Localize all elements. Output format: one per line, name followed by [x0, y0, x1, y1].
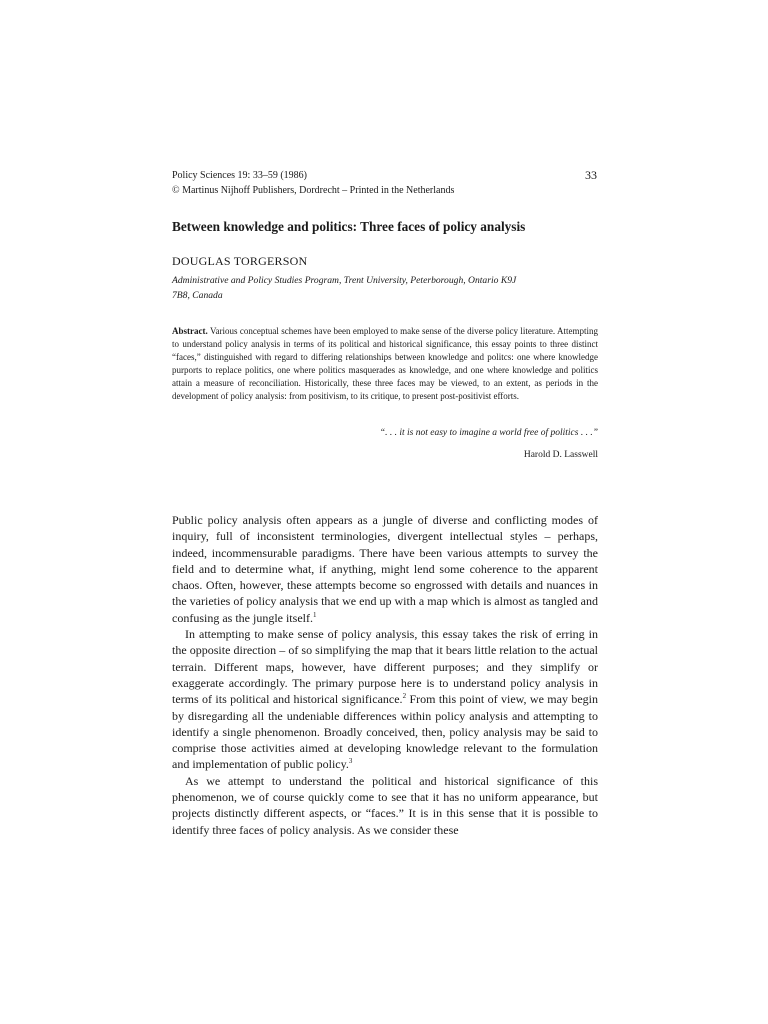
journal-citation: Policy Sciences 19: 33–59 (1986)	[172, 170, 307, 181]
abstract-text: Various conceptual schemes have been employed to make sense of the diverse policy literature. Attempting to understand policy analysis in terms of its political and historical significance, this essay points to three distinct “faces,” distinguished with regard to differing relationships between knowledge and politcs: one where knowledge purports to replace politics, one where politics masquerades as knowledge, and one where knowledge and politics attain a measure of reconciliation. Historically, these three faces may be viewed, to an extent, as periods in the development of policy analysis: from positivism, to its critique, to present post-positivist efforts.	[172, 326, 598, 402]
article-title: Between knowledge and politics: Three faces of policy analysis	[172, 219, 526, 234]
epigraph-attribution: Harold D. Lasswell	[523, 450, 598, 460]
abstract-label: Abstract.	[172, 326, 208, 336]
footnote-marker: 1	[312, 610, 317, 619]
paragraph-text: Public policy analysis often appears as a jungle of diverse and conflicting modes of inquiry, full of inconsistent terminologies, divergent intellectual styles – perhaps, indeed, incommensurable paradigms. There have been various attempts to survey the field and to determine what, if anything, might lend some coherence to the apparent chaos. Often, however, these attempts become so engrossed with details and nuances in the varieties of policy analysis that we end up with a map which is almost as tangled and confusing as the jungle itself.	[172, 513, 598, 625]
page-header	[172, 168, 597, 198]
affiliation-line: 7B8, Canada	[172, 290, 223, 301]
author-name: DOUGLAS TORGERSON	[172, 254, 308, 268]
author-affiliation	[172, 273, 597, 303]
paragraph-text: In attempting to make sense of policy analysis, this essay takes the risk of erring in the opposite direction – of so simplifying the map that it bears little relation to the actual terrain. Different maps, however, have different purposes; and they simplify or exaggerate accordingly. The primary purpose here is to understand policy analysis in terms of its political and historical significance.	[172, 627, 598, 707]
paragraph-text: From this point of view, we may begin by disregarding all the undeniable differences within policy analysis and attempting to identify a single phenomenon. Broadly conceived, then, policy analysis may be said to comprise those activities aimed at developing knowledge relevant to the formulation and implementation of public policy.	[172, 692, 598, 772]
footnote-marker: 3	[348, 757, 353, 766]
abstract	[172, 325, 598, 404]
paragraph	[172, 626, 598, 773]
page-number: 33	[585, 168, 597, 182]
paragraph-text: As we attempt to understand the political and historical significance of this phenomenon, we of course quickly come to see that it has no uniform appearance, but projects distinctly different aspects, or “faces.” It is in this sense that it is possible to identify three faces of policy analysis. As we consider these	[172, 773, 598, 837]
body-text	[172, 512, 598, 838]
paragraph	[172, 773, 598, 838]
paragraph	[172, 512, 598, 626]
affiliation-line: Administrative and Policy Studies Program, Trent University, Peterborough, Ontario K9J	[172, 275, 517, 286]
publisher-line: © Martinus Nijhoff Publishers, Dordrecht – Printed in the Netherlands	[172, 185, 455, 196]
epigraph-quote: “. . . it is not easy to imagine a world free of politics . . .”	[379, 428, 598, 438]
epigraph	[172, 428, 598, 460]
footnote-marker: 2	[402, 692, 407, 701]
